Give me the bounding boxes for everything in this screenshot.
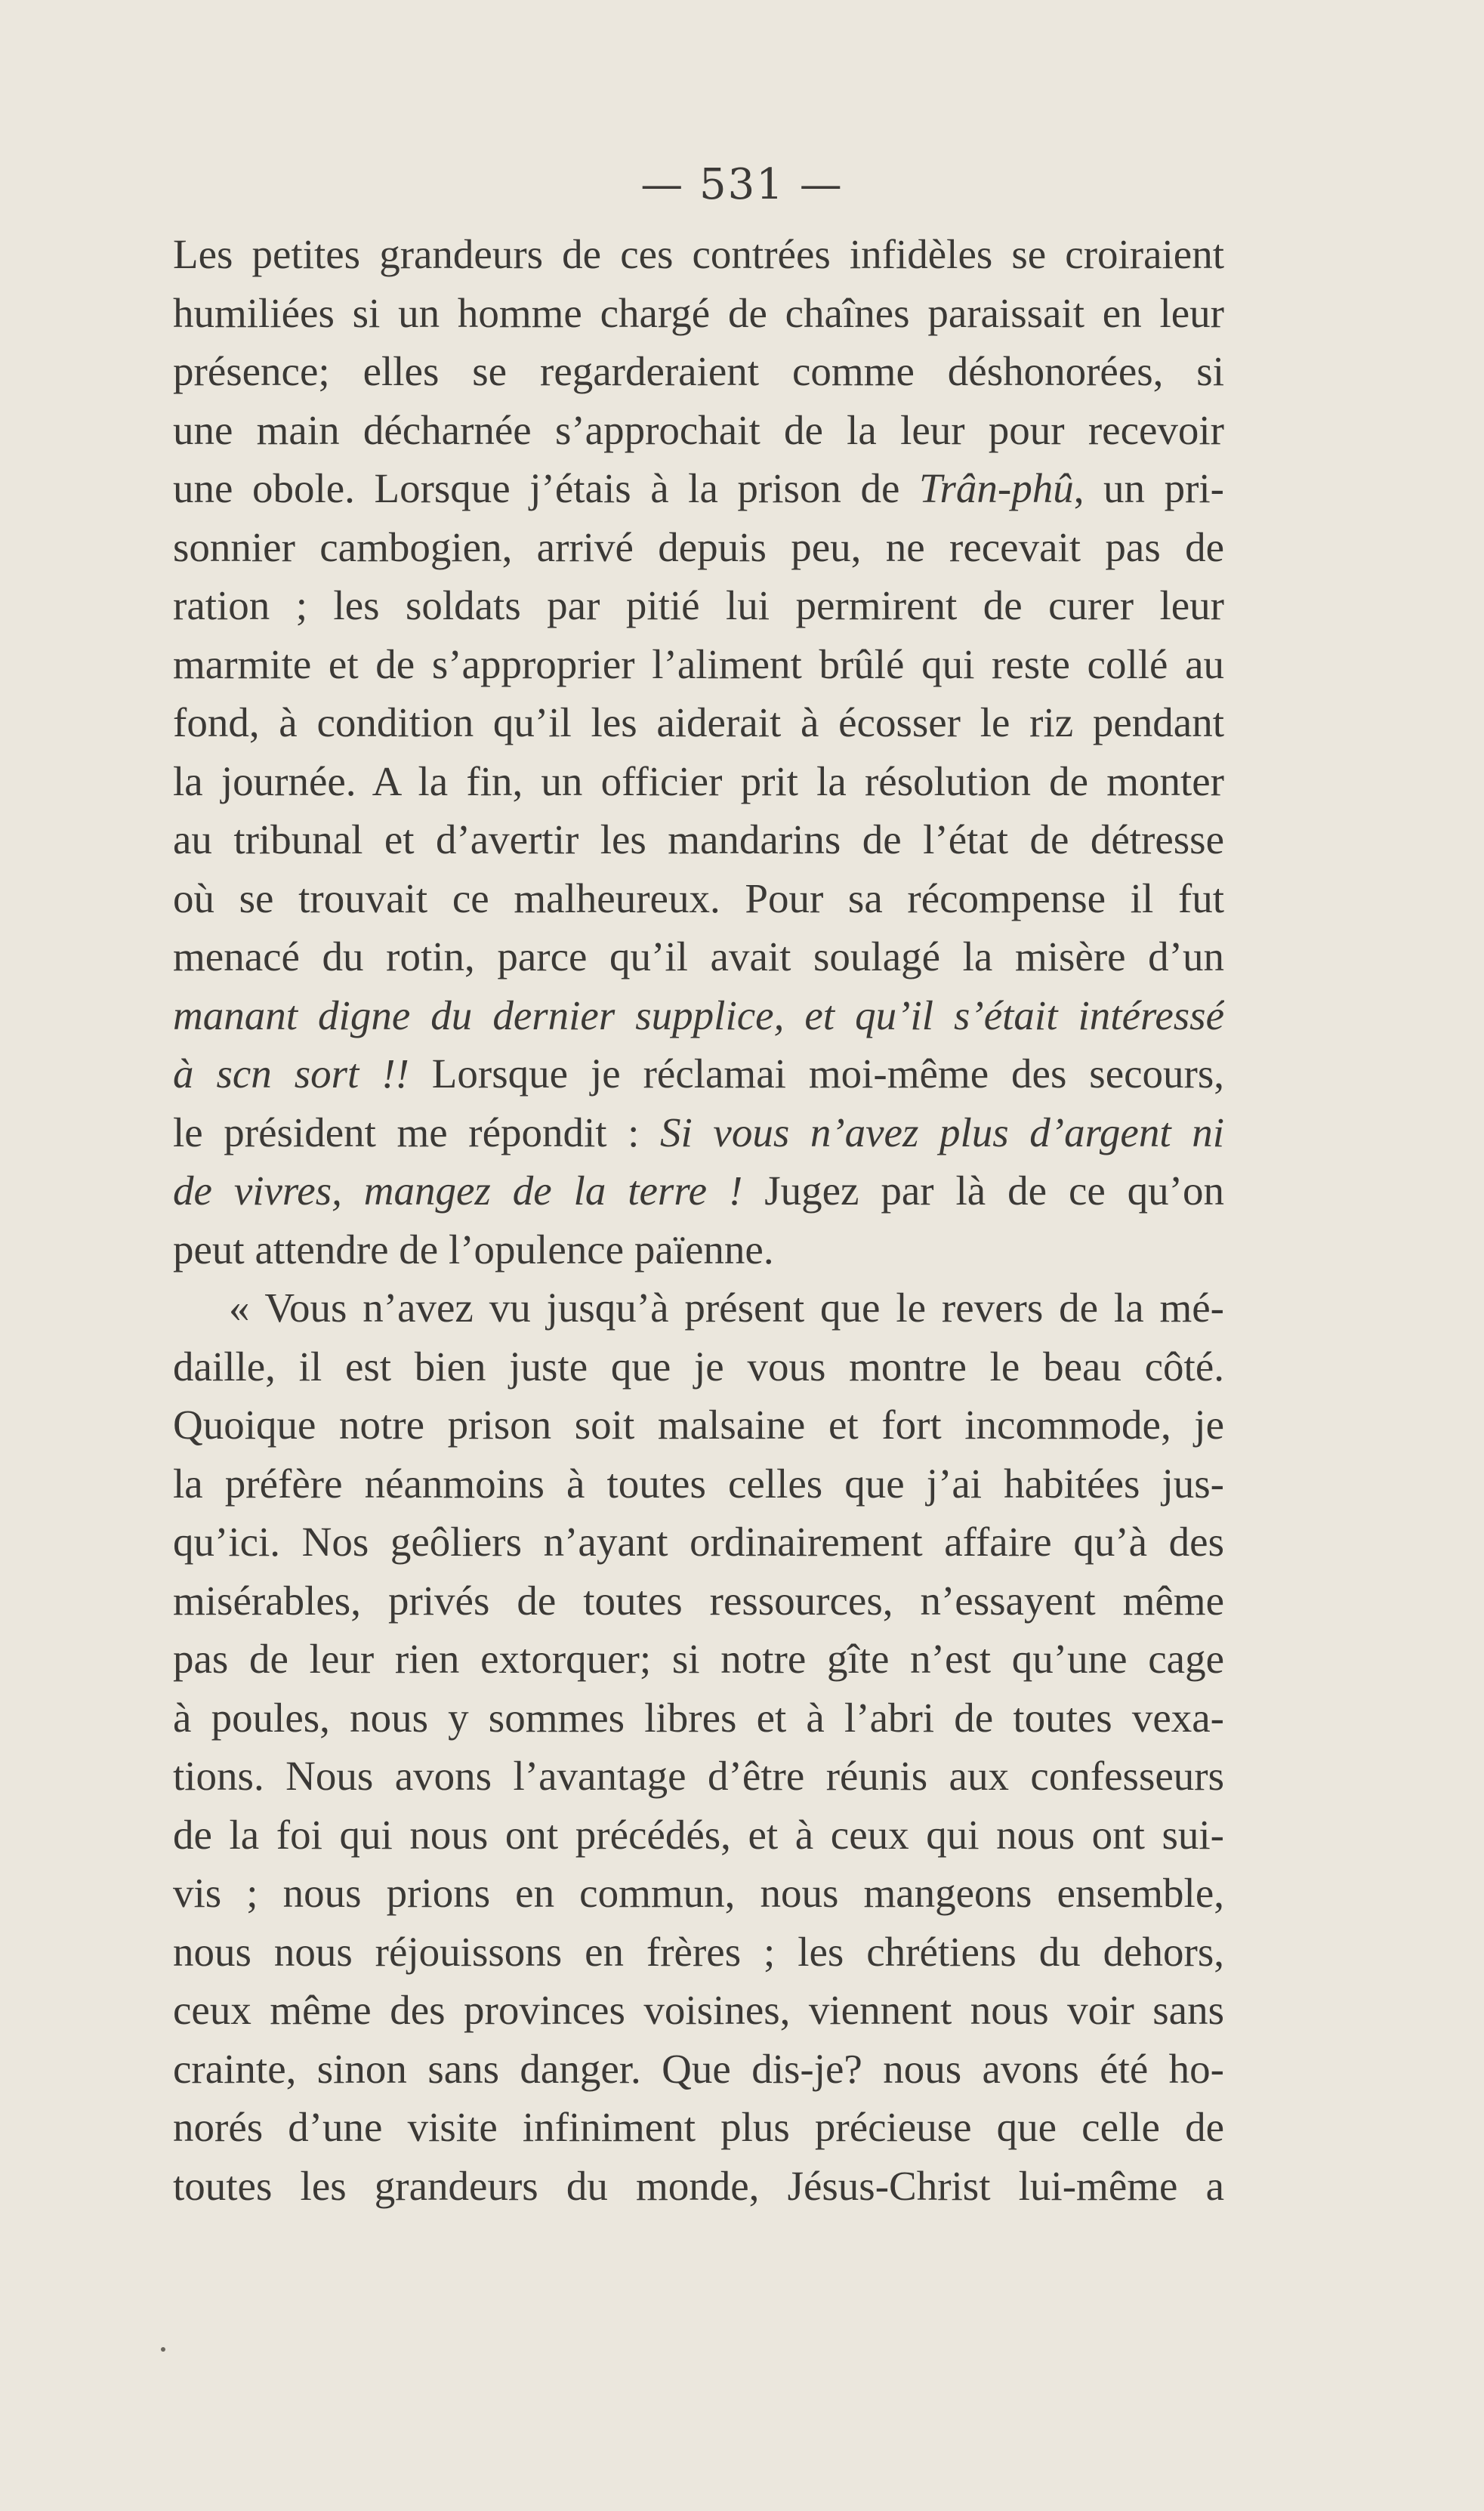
text-line: [173, 1923, 1224, 1982]
italic-segment: Trân-phû: [918, 465, 1074, 511]
text-line: [173, 1513, 1224, 1572]
italic-segment: Si vous n’avez plus d’argent ni: [660, 1109, 1224, 1155]
text-segment: Les petites grandeurs de ces contrées infidèles se croiraient: [173, 231, 1224, 277]
text-line: [173, 1220, 1224, 1279]
text-segment: fond, à condition qu’il les aiderait à écosser le riz pendant: [173, 699, 1224, 745]
text-segment: au tribunal et d’avertir les mandarins de l’état de détresse: [173, 816, 1224, 862]
text-segment: humiliées si un homme chargé de chaînes paraissait en leur: [173, 289, 1224, 336]
text-segment: à poules, nous y sommes libres et à l’abri de toutes vexa-: [173, 1694, 1224, 1741]
text-segment: toutes les grandeurs du monde, Jésus-Christ lui-même a: [173, 2162, 1224, 2209]
text-line: [173, 1630, 1224, 1689]
text-line: [173, 459, 1224, 518]
text-segment: marmite et de s’approprier l’aliment brûlé qui reste collé au: [173, 640, 1224, 687]
text-segment: nous nous réjouissons en frères ; les chrétiens du dehors,: [173, 1928, 1224, 1975]
text-line: [173, 693, 1224, 752]
text-segment: crainte, sinon sans danger. Que dis-je? nous avons été ho-: [173, 2045, 1224, 2092]
ink-speck: [161, 2347, 165, 2352]
text-line: [173, 752, 1224, 811]
text-segment: Lorsque je réclamai moi-même des secours,: [409, 1050, 1224, 1097]
text-segment: vis ; nous prions en commun, nous mangeons ensemble,: [173, 1870, 1224, 1916]
text-segment: la journée. A la fin, un officier prit la résolution de monter: [173, 757, 1224, 804]
text-segment: une main décharnée s’approchait de la leur pour recevoir: [173, 406, 1224, 453]
text-line: [173, 1161, 1224, 1220]
text-segment: où se trouvait ce malheureux. Pour sa récompense il fut: [173, 875, 1224, 921]
text-segment: présence; elles se regarderaient comme déshonorées, si: [173, 348, 1224, 394]
italic-segment: à scn sort !!: [173, 1050, 409, 1097]
text-line: [173, 2098, 1224, 2157]
text-line: [173, 1454, 1224, 1513]
text-segment: qu’ici. Nos geôliers n’ayant ordinairement affaire qu’à des: [173, 1519, 1224, 1565]
text-line: [173, 927, 1224, 986]
text-line: [173, 401, 1224, 460]
text-line: [173, 225, 1224, 284]
text-line: [173, 1337, 1224, 1396]
text-line: [173, 1689, 1224, 1748]
page-number: — 531 —: [640, 160, 844, 209]
text-segment: daille, il est bien juste que je vous montre le beau côté.: [173, 1343, 1224, 1390]
text-segment: de la foi qui nous ont précédés, et à ceux qui nous ont sui-: [173, 1811, 1224, 1858]
text-segment: Jugez par là de ce qu’on: [742, 1168, 1224, 1214]
text-line: [173, 1747, 1224, 1806]
text-line: [173, 1044, 1224, 1103]
text-segment: pas de leur rien extorquer; si notre gîte n’est qu’une cage: [173, 1636, 1224, 1682]
text-line: [173, 810, 1224, 869]
text-line: [173, 1806, 1224, 1865]
text-segment: Quoique notre prison soit malsaine et fort incommode, je: [173, 1402, 1224, 1448]
text-line: [173, 1572, 1224, 1630]
text-line: [173, 342, 1224, 401]
text-line: [173, 1396, 1224, 1454]
italic-segment: manant digne du dernier supplice, et qu’il s’était intéressé: [173, 992, 1224, 1038]
text-segment: norés d’une visite infiniment plus précieuse que celle de: [173, 2104, 1224, 2150]
text-line: [173, 518, 1224, 577]
text-line: [173, 284, 1224, 343]
text-line: [173, 869, 1224, 928]
text-line: [173, 1103, 1224, 1162]
text-segment: ceux même des provinces voisines, viennent nous voir sans: [173, 1987, 1224, 2033]
text-segment: une obole. Lorsque j’étais à la prison de: [173, 465, 919, 511]
text-line: [173, 1981, 1224, 2040]
text-segment: peut attendre de l’opulence païenne.: [173, 1226, 774, 1272]
text-line: [173, 2040, 1224, 2099]
text-line: [173, 986, 1224, 1045]
text-segment: « Vous n’avez vu jusqu’à présent que le revers de la mé-: [229, 1285, 1224, 1331]
body-text: [173, 225, 1224, 2215]
text-segment: le président me répondit :: [173, 1109, 661, 1155]
text-segment: sonnier cambogien, arrivé depuis peu, ne recevait pas de: [173, 523, 1224, 570]
text-line: [173, 576, 1224, 635]
text-segment: , un pri-: [1073, 465, 1224, 511]
text-segment: menacé du rotin, parce qu’il avait soulagé la misère d’un: [173, 933, 1224, 979]
text-line: [173, 2157, 1224, 2216]
text-line: [173, 635, 1224, 694]
text-segment: misérables, privés de toutes ressources, n’essayent même: [173, 1577, 1224, 1624]
text-segment: ration ; les soldats par pitié lui permirent de curer leur: [173, 582, 1224, 628]
text-line: [173, 1864, 1224, 1923]
text-segment: la préfère néanmoins à toutes celles que j’ai habitées jus-: [173, 1460, 1224, 1507]
text-line: [173, 1279, 1224, 1337]
italic-segment: de vivres, mangez de la terre !: [173, 1168, 743, 1214]
text-segment: tions. Nous avons l’avantage d’être réunis aux confesseurs: [173, 1753, 1224, 1799]
